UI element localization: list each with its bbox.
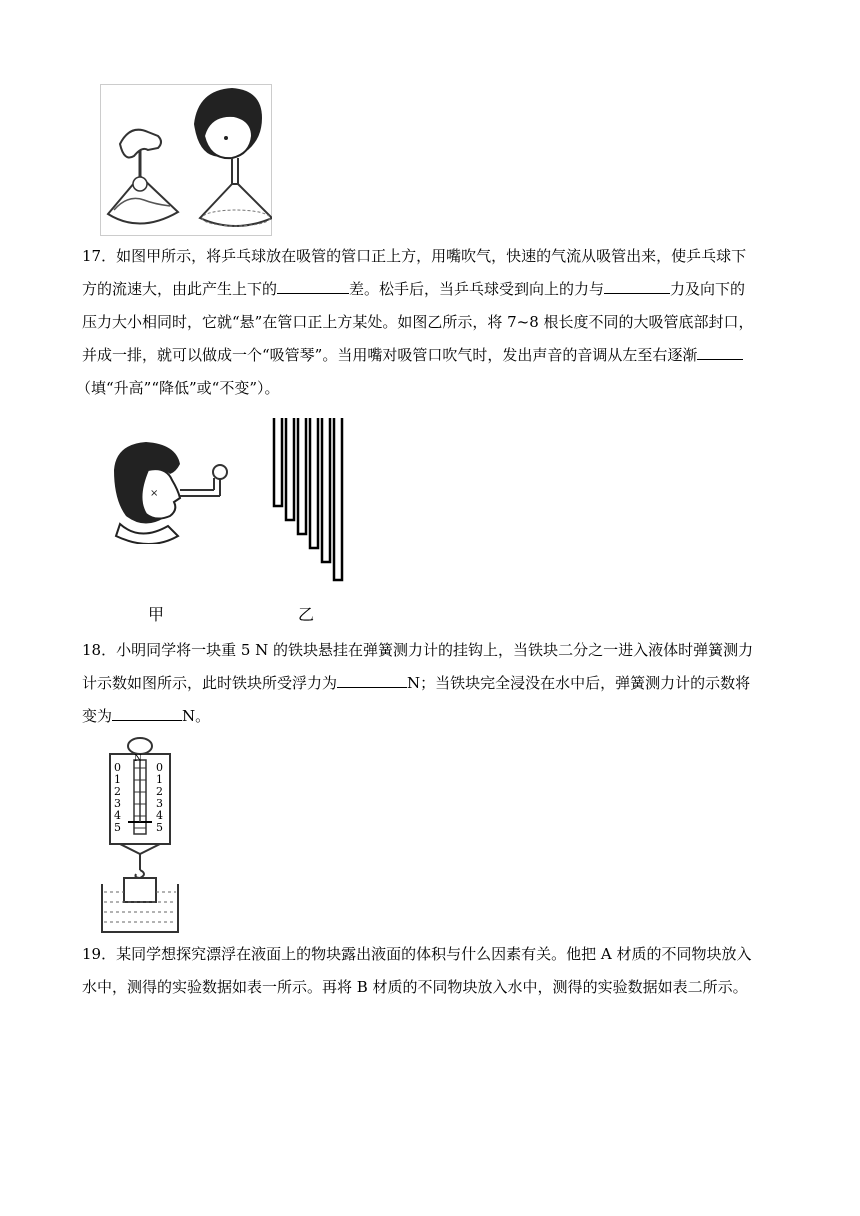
scale-tick: 4 [114, 809, 121, 822]
answer-blank-reading[interactable] [112, 706, 182, 721]
funnel-experiment-figure [100, 84, 272, 236]
q19-line-2: 水中，测得的实验数据如表一所示。再将 B 材质的不同物块放入水中，测得的实验数据如表二所示。 [82, 978, 748, 996]
svg-text:×: × [150, 488, 159, 499]
scale-left-numbers [114, 762, 121, 834]
answer-blank-pitch[interactable] [697, 345, 743, 360]
q17-line-4: 并成一排，就可以做成一个“吸管琴”。当用嘴对吸管口吹气时，发出声音的音调从左至右逐渐 [82, 339, 782, 372]
spring-scale-figure [100, 736, 180, 936]
scale-tick: 4 [156, 809, 163, 822]
scale-unit-label: N [134, 754, 142, 764]
figure-label-yi: 乙 [298, 605, 315, 624]
question-18 [82, 634, 782, 733]
q17-line-3: 压力大小相同时，它就“悬”在管口正上方某处。如图乙所示，将 7~8 根长度不同的大吸管底部封口， [82, 313, 754, 331]
answer-blank-buoyancy[interactable] [337, 673, 407, 688]
scale-tick: 3 [156, 797, 163, 810]
scale-tick: 1 [156, 773, 163, 786]
boy-blowing-straw-figure [108, 440, 238, 544]
question-19 [82, 938, 782, 1004]
straw-instrument-figure [270, 418, 350, 586]
scale-tick: 0 [156, 761, 163, 774]
scale-tick: 1 [114, 773, 121, 786]
answer-blank-pressure[interactable] [277, 279, 349, 294]
scale-tick: 5 [156, 821, 163, 834]
q17-line-1: 17．如图甲所示，将乒乓球放在吸管的管口正上方，用嘴吹气，快速的气流从吸管出来，使乒乓球下 [82, 247, 747, 265]
q17-line-5: （填“升高”“降低”或“不变”）。 [76, 379, 280, 397]
figure-label-jia: 甲 [148, 605, 165, 624]
scale-tick: 5 [114, 821, 121, 834]
q18-line-1: 18．小明同学将一块重 5 N 的铁块悬挂在弹簧测力计的挂钩上，当铁块二分之一进入液体时弹簧测力 [82, 641, 754, 659]
scale-tick: 0 [114, 761, 121, 774]
scale-tick: 3 [114, 797, 121, 810]
question-17 [76, 240, 782, 405]
q19-line-1: 19．某同学想探究漂浮在液面上的物块露出液面的体积与什么因素有关。他把 A 材质的不同物块放入 [82, 945, 752, 963]
q17-line-2: 方的流速大，由此产生上下的 差。松手后，当乒乓球受到向上的力与 力及向下的 [82, 280, 746, 298]
answer-blank-force[interactable] [604, 279, 670, 294]
scale-tick: 2 [156, 785, 163, 798]
q18-line-3: 变为 N。 [82, 707, 211, 725]
q18-line-2: 计示数如图所示，此时铁块所受浮力为 N；当铁块完全浸没在水中后，弹簧测力计的示数将 [82, 674, 751, 692]
scale-right-numbers [156, 762, 163, 834]
scale-tick: 2 [114, 785, 121, 798]
